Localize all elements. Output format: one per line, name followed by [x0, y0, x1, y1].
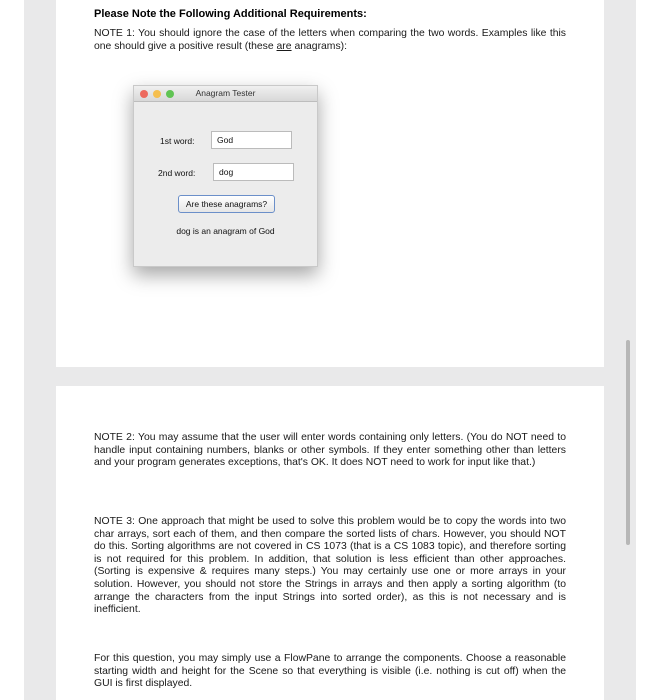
- result-label: dog is an anagram of God: [176, 226, 275, 236]
- first-word-label: 1st word:: [160, 136, 195, 146]
- note-1-paragraph: [94, 28, 566, 53]
- check-anagrams-button: Are these anagrams?: [178, 195, 275, 213]
- document-viewer[interactable]: [24, 0, 636, 700]
- note-1-text-end: anagrams):: [291, 40, 348, 52]
- document-page-2: [56, 386, 604, 700]
- window-title: Anagram Tester: [195, 88, 256, 98]
- note-4-paragraph: For this question, you may simply use a FlowPane to arrange the components. Choose a reasonable starting width and height for the Scene so that everything is visible (i.e. nothing is cut off) when the GUI is first displayed.: [94, 653, 566, 690]
- scrollbar-thumb[interactable]: [626, 340, 630, 545]
- anagram-tester-window-screenshot: [133, 85, 318, 267]
- note-2-paragraph: NOTE 2: You may assume that the user will enter words containing only letters. (You do NOT need to handle input containing numbers, blanks or other symbols. If they enter something other than letters and your program generates exceptions, that's OK. It does NOT need to work for input like that.): [94, 432, 566, 469]
- requirements-heading: Please Note the Following Additional Requirements:: [94, 8, 367, 20]
- second-word-field: dog: [213, 163, 294, 181]
- first-word-field: God: [211, 131, 292, 149]
- note-1-underlined-word: are: [276, 40, 292, 52]
- document-page-1: [56, 0, 604, 367]
- note-3-paragraph: NOTE 3: One approach that might be used to solve this problem would be to copy the words into two char arrays, sort each of them, and then compare the sorted lists of chars. However, you should NOT do this. Sorting algorithms are not covered in CS 1073 (that is a CS 1083 topic), and therefore sorting is not required for this problem. In addition, that solution is less efficient than other approaches. (Sorting is expensive & requires many steps.) You may certainly use one or more arrays in your solution. However, you should not store the Strings in arrays and then apply a sorting algorithm (to arrange the characters from the input Strings into sorted order), as this is not necessary and is inefficient.: [94, 516, 566, 616]
- vertical-scrollbar[interactable]: [624, 340, 632, 545]
- window-titlebar: [134, 86, 317, 102]
- second-word-label: 2nd word:: [158, 168, 196, 178]
- note-1-text: NOTE 1: You should ignore the case of the letters when comparing the two words. Examples like this one should give a positive result (these: [94, 28, 566, 52]
